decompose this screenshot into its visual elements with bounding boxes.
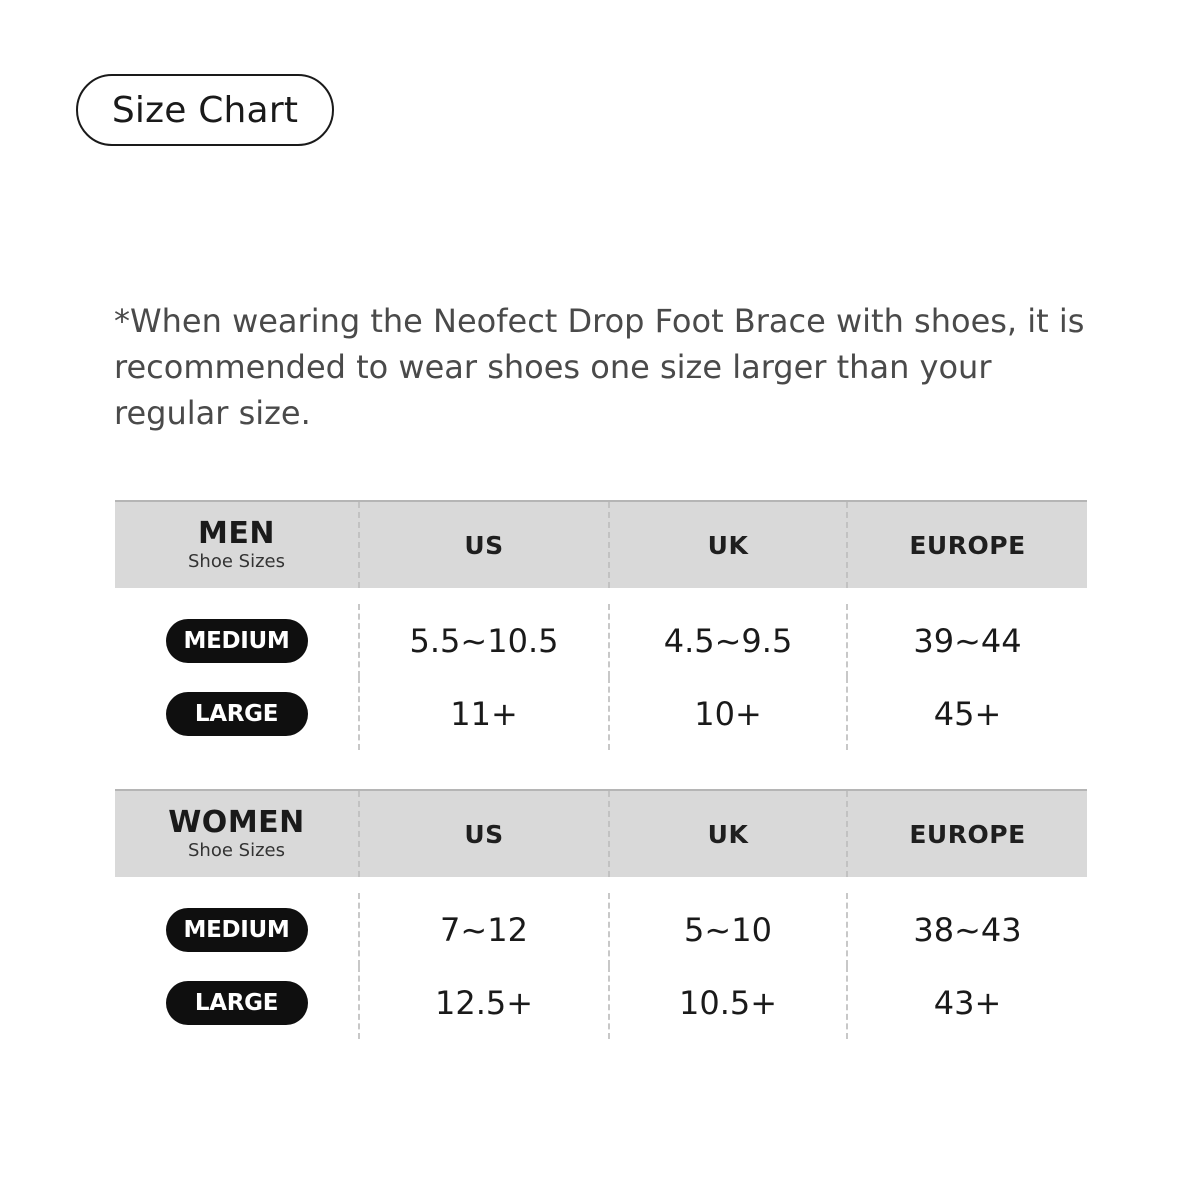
size-badge-medium: MEDIUM [166, 908, 308, 952]
value-uk: 4.5~9.5 [608, 604, 846, 677]
size-cell [115, 966, 358, 1039]
table-row [115, 604, 1087, 677]
value-us: 11+ [358, 677, 608, 750]
group-label [115, 791, 358, 877]
group-name: MEN [198, 516, 275, 551]
value-europe: 38~43 [846, 893, 1087, 966]
column-header-europe: EUROPE [846, 791, 1087, 877]
men-size-table [115, 500, 1087, 780]
group-subtitle: Shoe Sizes [188, 551, 285, 572]
value-uk: 10+ [608, 677, 846, 750]
size-badge-medium: MEDIUM [166, 619, 308, 663]
value-europe: 45+ [846, 677, 1087, 750]
group-label [115, 502, 358, 588]
value-europe: 39~44 [846, 604, 1087, 677]
column-header-us: US [358, 791, 608, 877]
women-size-table [115, 789, 1087, 1069]
table-body [115, 877, 1087, 1069]
value-uk: 5~10 [608, 893, 846, 966]
value-uk: 10.5+ [608, 966, 846, 1039]
table-body [115, 588, 1087, 780]
table-header-row [115, 500, 1087, 588]
size-badge-large: LARGE [166, 692, 308, 736]
column-header-europe: EUROPE [846, 502, 1087, 588]
group-name: WOMEN [168, 805, 305, 840]
size-cell [115, 677, 358, 750]
size-cell [115, 604, 358, 677]
sizing-note: *When wearing the Neofect Drop Foot Brace with shoes, it is recommended to wear shoes one size larger than your regular size. [114, 302, 1085, 432]
value-us: 12.5+ [358, 966, 608, 1039]
value-us: 7~12 [358, 893, 608, 966]
size-chart-title: Size Chart [76, 74, 334, 146]
table-row [115, 677, 1087, 750]
value-europe: 43+ [846, 966, 1087, 1039]
table-header-row [115, 789, 1087, 877]
column-header-uk: UK [608, 791, 846, 877]
group-subtitle: Shoe Sizes [188, 840, 285, 861]
value-us: 5.5~10.5 [358, 604, 608, 677]
size-badge-large: LARGE [166, 981, 308, 1025]
column-header-uk: UK [608, 502, 846, 588]
table-row [115, 966, 1087, 1039]
size-cell [115, 893, 358, 966]
table-row [115, 893, 1087, 966]
column-header-us: US [358, 502, 608, 588]
